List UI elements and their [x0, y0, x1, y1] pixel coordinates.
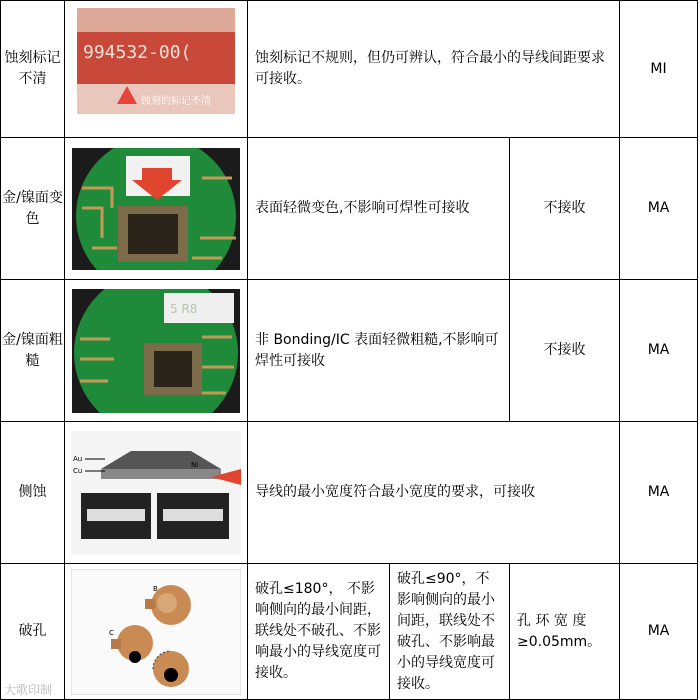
defect-description: 表面轻微变色,不影响可焊性可接收: [248, 138, 510, 280]
hole-label-b: B: [153, 584, 158, 593]
defect-description: 非 Bonding/IC 表面轻微粗糙,不影响可焊性可接收: [248, 280, 510, 422]
defect-description-90: 破孔≤90°，不影响侧向的最小间距，联线处不破孔、不影响最小的导线宽度可接收。: [390, 564, 510, 700]
photo-caption: 蚀刻的标记不清: [141, 96, 211, 107]
defect-description: 导线的最小宽度符合最小宽度的要求，可接收: [248, 422, 620, 564]
reject-criteria: 不接收: [510, 280, 620, 422]
table-row: [1, 1, 698, 138]
table-row: [1, 138, 698, 280]
reject-criteria: 不接收: [510, 138, 620, 280]
grade: MA: [620, 138, 698, 280]
defect-photo: [65, 422, 248, 564]
photo-label: 5 R8: [170, 301, 198, 316]
hole-label-c: C: [109, 628, 114, 637]
ring-width-criteria: 孔 环 宽 度 ≥0.05mm。: [510, 564, 620, 700]
rough-surface-photo: [72, 289, 240, 413]
defect-photo: [65, 138, 248, 280]
layer-label-au: Au: [73, 454, 83, 463]
discolor-photo: [72, 148, 240, 270]
grade: MI: [620, 1, 698, 138]
table-row: [1, 422, 698, 564]
grade: MA: [620, 280, 698, 422]
defect-photo: [65, 564, 248, 700]
grade: MA: [620, 564, 698, 700]
defect-description-180: 破孔≤180°， 不影响侧向的最小间距，联线处不破孔、不影响最小的导线宽度可接收。: [248, 564, 390, 700]
watermark: 大歌印制: [4, 683, 53, 697]
grade: MA: [620, 422, 698, 564]
defect-name: 金/镍面粗糙: [1, 280, 65, 422]
table-row: [1, 280, 698, 422]
defect-photo: [65, 280, 248, 422]
defect-description: 蚀刻标记不规则，但仍可辨认，符合最小的导线间距要求可接收。: [248, 1, 620, 138]
undercut-diagram: [71, 431, 241, 555]
layer-label-ni: Ni: [191, 460, 199, 469]
defect-photo: [65, 1, 248, 138]
layer-label-cu: Cu: [73, 466, 83, 475]
defect-name: 金/镍面变色: [1, 138, 65, 280]
etch-mark-photo: [71, 4, 241, 134]
defect-name: 蚀刻标记不清: [1, 1, 65, 138]
broken-hole-diagram: [71, 569, 241, 695]
defect-name: 破孔: [1, 564, 65, 700]
etch-marking-text: 994532-00(: [83, 42, 192, 63]
defect-name: 侧蚀: [1, 422, 65, 564]
table-row: [1, 564, 698, 700]
